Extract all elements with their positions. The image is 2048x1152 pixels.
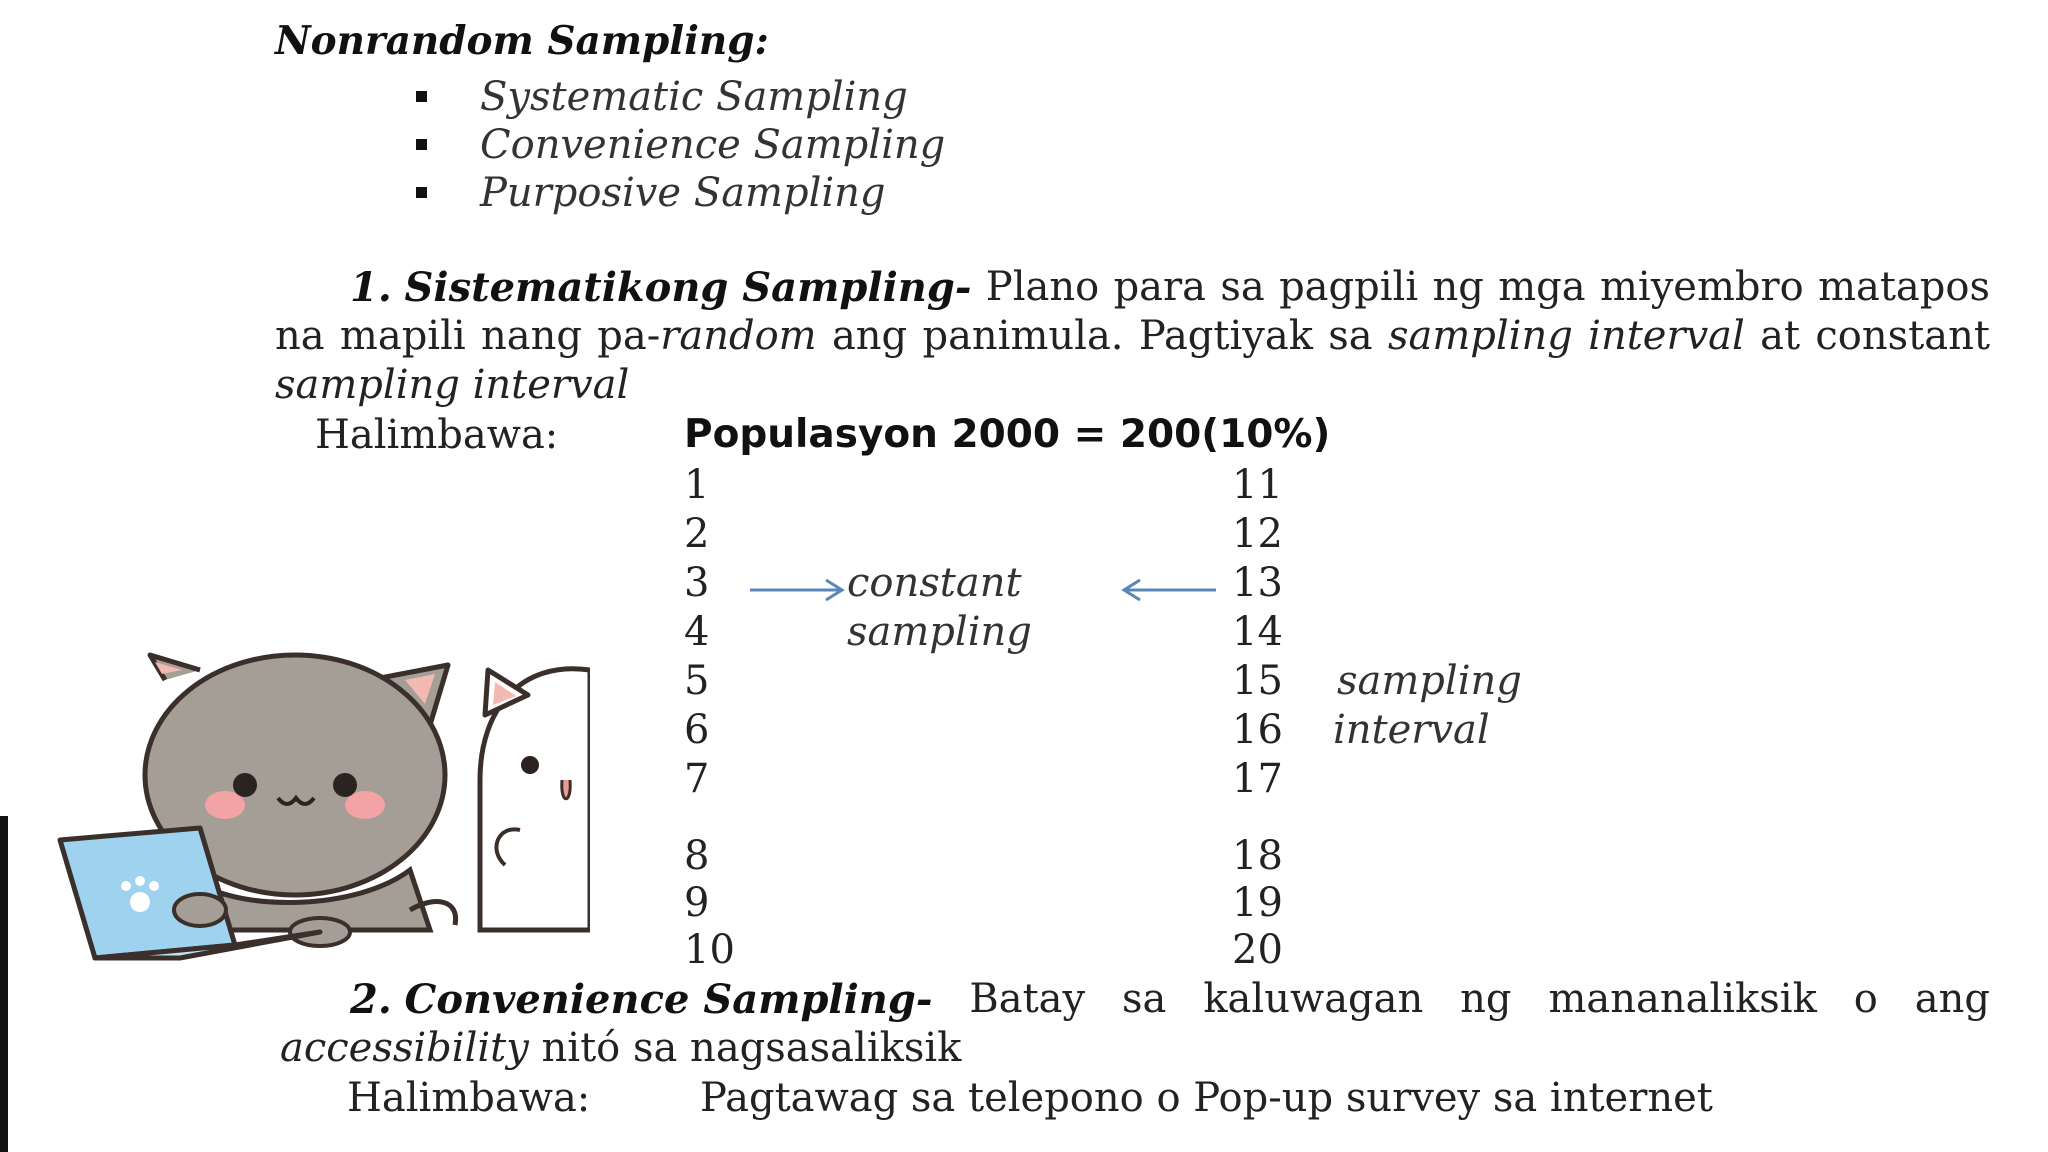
- word: o: [1853, 976, 1878, 1022]
- number-right: 20: [1232, 927, 1283, 973]
- square-bullet-icon: [416, 139, 427, 150]
- section2-number: 2.: [350, 976, 392, 1023]
- number-left: 1: [684, 462, 710, 508]
- number-right: 14: [1232, 609, 1283, 655]
- word: mapili: [339, 313, 466, 359]
- annotation-interval: interval: [1333, 707, 1490, 753]
- number-left: 3: [684, 560, 710, 606]
- word: ang: [831, 313, 908, 359]
- section1-line2: [275, 313, 1990, 359]
- section1-number: 1.: [350, 264, 392, 311]
- word: interval: [1588, 313, 1745, 359]
- word: sa: [1328, 313, 1373, 359]
- word: para: [1113, 264, 1206, 310]
- section1-line1: [350, 264, 1990, 311]
- word: kaluwagan: [1203, 976, 1424, 1022]
- section2-line2-rest: nitó sa nagsasaliksik: [528, 1025, 962, 1071]
- annotation-constant: constant: [847, 560, 1022, 606]
- word: ng: [1460, 976, 1512, 1022]
- section1-line3: sampling interval: [275, 362, 630, 408]
- left-arrow-icon: [1118, 575, 1218, 605]
- annotation-interval-sampling: sampling: [1337, 658, 1522, 704]
- number-right: 12: [1232, 511, 1283, 557]
- section2-line1: [350, 976, 1990, 1023]
- accessibility-term: accessibility: [280, 1025, 529, 1071]
- number-right: 15: [1232, 658, 1283, 704]
- number-right: 13: [1232, 560, 1283, 606]
- word: mga: [1498, 264, 1586, 310]
- word: pa-: [597, 313, 661, 359]
- word: matapos: [1818, 264, 1990, 310]
- word: ng: [1432, 264, 1484, 310]
- word-pa-random: [597, 313, 816, 359]
- list-item-label: Systematic Sampling: [480, 74, 908, 120]
- number-right: 19: [1232, 880, 1283, 926]
- section2-line2: [280, 1025, 961, 1071]
- list-item-label: Purposive Sampling: [480, 170, 886, 216]
- square-bullet-icon: [416, 187, 427, 198]
- annotation-sampling: sampling: [847, 609, 1032, 655]
- cat-laptop-sticker-icon: [50, 640, 590, 970]
- word: mananaliksik: [1548, 976, 1817, 1022]
- section2-term: Convenience Sampling-: [404, 976, 933, 1023]
- word: nang: [481, 313, 582, 359]
- population-title: Populasyon 2000 = 200(10%): [684, 412, 1331, 457]
- example-text-2: Pagtawag sa telepono o Pop-up survey sa internet: [700, 1075, 1713, 1121]
- word: sa: [1220, 264, 1265, 310]
- number-right: 18: [1232, 833, 1283, 879]
- word: miyembro: [1599, 264, 1804, 310]
- word: sampling: [1387, 313, 1573, 359]
- word: na: [275, 313, 325, 359]
- word: pagpili: [1279, 264, 1419, 310]
- number-left: 2: [684, 511, 710, 557]
- number-left: 5: [684, 658, 710, 704]
- number-left: 4: [684, 609, 710, 655]
- left-edge-bar: [0, 816, 8, 1152]
- section2-heading: [350, 976, 932, 1023]
- number-left: 10: [684, 927, 735, 973]
- word: sa: [1122, 976, 1167, 1022]
- white-cat-icon: [480, 669, 590, 930]
- number-right: 17: [1232, 756, 1283, 802]
- square-bullet-icon: [416, 91, 427, 102]
- number-right: 16: [1232, 707, 1283, 753]
- right-arrow-icon: [748, 575, 848, 605]
- section1-term: Sistematikong Sampling-: [404, 264, 972, 311]
- word: Pagtiyak: [1138, 313, 1313, 359]
- example-label-2: Halimbawa:: [347, 1075, 591, 1121]
- word: random: [660, 313, 817, 359]
- word: ang: [1914, 976, 1990, 1022]
- number-left: 8: [684, 833, 710, 879]
- word: panimula.: [922, 313, 1124, 359]
- section1-heading: [350, 264, 971, 311]
- word: Batay: [969, 976, 1086, 1022]
- number-right: 11: [1232, 462, 1283, 508]
- number-left: 6: [684, 707, 710, 753]
- word: at: [1760, 313, 1801, 359]
- example-label-1: Halimbawa:: [315, 412, 559, 458]
- word: constant: [1815, 313, 1990, 359]
- word: Plano: [985, 264, 1100, 310]
- number-left: 9: [684, 880, 710, 926]
- list-item-label: Convenience Sampling: [480, 122, 946, 168]
- page-heading: Nonrandom Sampling:: [275, 18, 769, 64]
- number-left: 7: [684, 756, 710, 802]
